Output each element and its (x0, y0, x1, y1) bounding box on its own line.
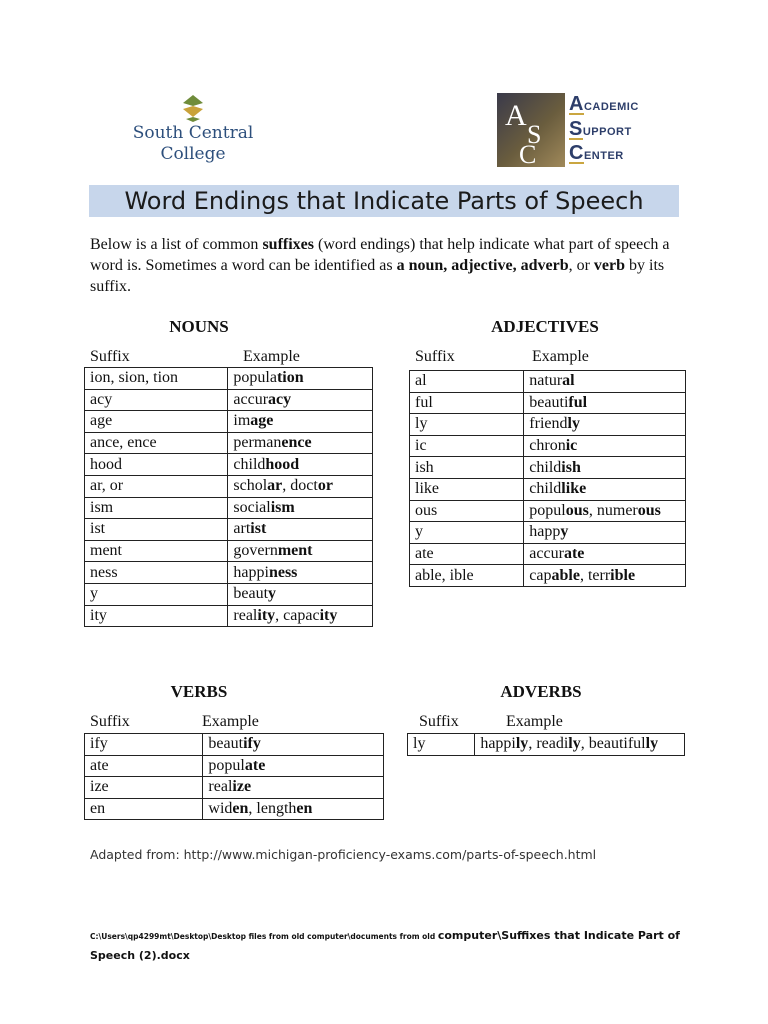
example-cell (228, 432, 373, 454)
example-cell (475, 734, 685, 756)
example-cell (203, 777, 384, 799)
suffix-highlight: ous (637, 501, 661, 519)
table-row (408, 734, 685, 756)
suffix-cell: ness (85, 562, 228, 584)
example-cell (228, 497, 373, 519)
suffix-cell: ity (85, 605, 228, 627)
suffix-cell: ance, ence (85, 432, 228, 454)
word-stem: social (233, 498, 271, 516)
college-name-line2: College (160, 144, 226, 164)
word-stem: popul (529, 501, 566, 519)
asc-word-support: SUPPORT (569, 118, 632, 140)
word-stem: happi (233, 563, 269, 581)
word-stem: schol (233, 477, 268, 495)
suffix-highlight: acy (268, 390, 292, 408)
adjectives-table (409, 370, 686, 587)
example-cell (524, 392, 686, 414)
table-row (410, 565, 686, 587)
table-row (410, 522, 686, 544)
verbs-heading: VERBS (170, 682, 228, 701)
word-stem: beauti (529, 393, 569, 411)
example-cell (228, 368, 373, 390)
suffix-cell: ly (410, 414, 524, 436)
suffix-cell: y (85, 583, 228, 605)
example-cell (228, 411, 373, 433)
suffix-highlight: ment (277, 542, 313, 560)
college-name-line1: South Central (132, 123, 254, 143)
word-stem: govern (233, 542, 278, 560)
table-row (85, 411, 373, 433)
example-cell (203, 755, 384, 777)
adjectives-col-example: Example (532, 348, 589, 365)
suffix-cell: y (410, 522, 524, 544)
suffix-cell: ic (410, 435, 524, 457)
suffix-highlight: ish (561, 458, 581, 476)
suffix-highlight: hood (265, 455, 300, 473)
example-cell (524, 543, 686, 565)
table-row (410, 543, 686, 565)
suffix-highlight: age (250, 412, 274, 430)
example-cell (524, 435, 686, 457)
suffix-cell: acy (85, 389, 228, 411)
suffix-highlight: ify (243, 735, 261, 753)
example-cell (524, 522, 686, 544)
word-stem: real (208, 778, 233, 796)
suffix-highlight: ist (250, 520, 267, 538)
suffix-cell: age (85, 411, 228, 433)
example-cell (228, 540, 373, 562)
word-stem: im (233, 412, 251, 430)
asc-monogram-a: A (505, 99, 527, 132)
word-stem: child (529, 480, 562, 498)
suffix-highlight: en (296, 800, 313, 818)
word-stem: , readi (528, 735, 569, 753)
table-row (85, 605, 373, 627)
word-stem: art (233, 520, 251, 538)
table-row (85, 562, 373, 584)
verbs-table (84, 733, 384, 820)
table-row (85, 583, 373, 605)
suffix-highlight: ize (232, 778, 252, 796)
adverbs-col-suffix: Suffix (419, 713, 459, 730)
suffix-cell: hood (85, 454, 228, 476)
table-row (85, 368, 373, 390)
word-stem: happ (529, 523, 561, 541)
table-row (85, 475, 373, 497)
table-row (410, 371, 686, 393)
suffix-highlight: ic (565, 437, 578, 455)
verbs-col-suffix: Suffix (90, 713, 130, 730)
word-stem: , length (248, 800, 297, 818)
suffix-cell: ate (85, 755, 203, 777)
table-row (85, 540, 373, 562)
example-cell (203, 798, 384, 820)
word-stem: popula (233, 369, 277, 387)
adjectives-col-suffix: Suffix (415, 348, 455, 365)
word-stem: natur (529, 372, 563, 390)
table-row (410, 392, 686, 414)
word-stem: real (233, 606, 258, 624)
suffix-highlight: ence (281, 434, 312, 452)
file-path-footer: C:\Users\qp4299mt\Desktop\Desktop files from old computer\documents from old computer\Suffixes that Indicate Part of Speech (2).docx (90, 929, 680, 962)
table-row (85, 777, 384, 799)
word-stem: beaut (208, 735, 244, 753)
suffix-cell: ize (85, 777, 203, 799)
suffix-cell: ish (410, 457, 524, 479)
table-row (85, 734, 384, 756)
example-cell (524, 457, 686, 479)
suffix-highlight: or (317, 477, 333, 495)
example-cell (228, 583, 373, 605)
example-cell (228, 605, 373, 627)
college-emblem-icon (178, 93, 208, 123)
suffix-highlight: ar (267, 477, 283, 495)
adverbs-heading: ADVERBS (500, 682, 582, 701)
suffix-highlight: ness (268, 563, 298, 581)
word-stem: wid (208, 800, 233, 818)
suffix-highlight: ity (319, 606, 338, 624)
example-cell (228, 562, 373, 584)
suffix-highlight: ful (568, 393, 588, 411)
example-cell (524, 500, 686, 522)
word-stem: accur (529, 545, 564, 563)
page-title: Word Endings that Indicate Parts of Speech (124, 187, 644, 215)
adapted-from-note: Adapted from: http://www.michigan-proficiency-exams.com/parts-of-speech.html (90, 847, 597, 862)
nouns-table (84, 367, 373, 627)
example-cell (524, 414, 686, 436)
table-row (410, 435, 686, 457)
suffix-highlight: ate (244, 756, 266, 774)
example-cell (228, 519, 373, 541)
word-stem: , numer (588, 501, 638, 519)
asc-word-center: CENTER (569, 142, 624, 164)
example-cell (228, 475, 373, 497)
example-cell (228, 454, 373, 476)
suffix-highlight: y (268, 585, 277, 603)
word-stem: , terr (579, 566, 611, 584)
nouns-col-example: Example (243, 348, 300, 365)
word-stem: , doct (282, 477, 318, 495)
word-stem: happi (480, 735, 516, 753)
suffix-cell: ment (85, 540, 228, 562)
adverbs-col-example: Example (506, 713, 563, 730)
asc-monogram-c: C (519, 140, 537, 167)
word-stem: cap (529, 566, 552, 584)
table-row (410, 478, 686, 500)
adverbs-table (407, 733, 685, 756)
word-stem: beaut (233, 585, 269, 603)
table-row (85, 454, 373, 476)
suffix-cell: ful (410, 392, 524, 414)
example-cell (228, 389, 373, 411)
table-row (85, 497, 373, 519)
adjectives-heading: ADJECTIVES (491, 317, 599, 336)
suffix-cell: ous (410, 500, 524, 522)
word-stem: child (529, 458, 562, 476)
nouns-col-suffix: Suffix (90, 348, 130, 365)
suffix-cell: ism (85, 497, 228, 519)
suffix-highlight: ly (515, 735, 529, 753)
intro-paragraph: Below is a list of common suffixes (word endings) that help indicate what part of speech a word is. Sometimes a word can be identified as a noun, adjective, adverb, or verb by its suffix. (90, 236, 670, 295)
suffix-cell: ify (85, 734, 203, 756)
suffix-highlight: like (561, 480, 587, 498)
suffix-highlight: ity (257, 606, 276, 624)
suffix-highlight: ous (565, 501, 589, 519)
table-row (410, 457, 686, 479)
example-cell (524, 371, 686, 393)
table-row (85, 432, 373, 454)
example-cell (203, 734, 384, 756)
table-row (85, 389, 373, 411)
suffix-cell: ist (85, 519, 228, 541)
verbs-col-example: Example (202, 713, 259, 730)
suffix-highlight: ate (563, 545, 585, 563)
page-title-bar (89, 185, 679, 217)
word-stem: , beautiful (580, 735, 646, 753)
suffix-cell: al (410, 371, 524, 393)
suffix-highlight: ly (567, 415, 580, 433)
south-central-college-logo (128, 93, 258, 173)
suffix-cell: en (85, 798, 203, 820)
word-stem: chron (529, 437, 566, 455)
table-row (85, 798, 384, 820)
asc-monogram-s: S (527, 120, 542, 149)
nouns-heading: NOUNS (169, 317, 229, 336)
table-row (85, 519, 373, 541)
suffix-highlight: tion (276, 369, 304, 387)
asc-monogram (497, 93, 565, 167)
suffix-highlight: ly (645, 735, 659, 753)
example-cell (524, 565, 686, 587)
suffix-cell: ar, or (85, 475, 228, 497)
academic-support-center-logo (497, 93, 647, 169)
word-stem: child (233, 455, 266, 473)
suffix-highlight: en (232, 800, 249, 818)
example-cell (524, 478, 686, 500)
suffix-highlight: ism (270, 498, 295, 516)
suffix-highlight: ly (568, 735, 581, 753)
suffix-cell: like (410, 478, 524, 500)
table-row (410, 414, 686, 436)
word-stem: friend (529, 415, 568, 433)
word-stem: accur (233, 390, 269, 408)
suffix-cell: able, ible (410, 565, 524, 587)
suffix-highlight: y (560, 523, 569, 541)
suffix-highlight: al (562, 372, 575, 390)
suffix-cell: ly (408, 734, 475, 756)
suffix-highlight: ible (610, 566, 636, 584)
word-stem: popul (208, 756, 245, 774)
table-row (410, 500, 686, 522)
asc-word-academic: ACADEMIC (569, 93, 639, 115)
word-stem: perman (233, 434, 282, 452)
word-stem: , capac (275, 606, 320, 624)
suffix-cell: ate (410, 543, 524, 565)
suffix-highlight: able (551, 566, 580, 584)
table-row (85, 755, 384, 777)
suffix-cell: ion, sion, tion (85, 368, 228, 390)
